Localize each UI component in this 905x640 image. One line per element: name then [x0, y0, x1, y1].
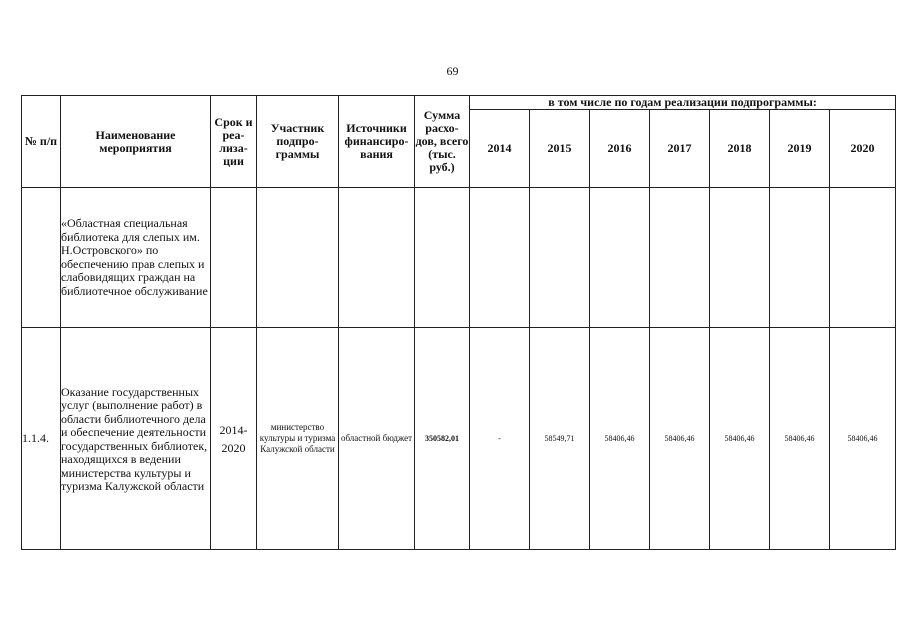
header-sum: Сумма расхо-дов, всего (тыс. руб.)	[415, 96, 470, 188]
row-value: -	[470, 328, 530, 550]
page-number: 69	[446, 64, 459, 78]
header-num: № п/п	[22, 96, 61, 188]
row-value: 58406,46	[830, 328, 896, 550]
header-row-top	[22, 96, 896, 110]
header-year: 2014	[470, 110, 530, 188]
row-value	[590, 188, 650, 328]
row-term: 2014-2020	[211, 328, 257, 550]
row-value	[470, 188, 530, 328]
header-name: Наименование мероприятия	[61, 96, 211, 188]
header-year: 2020	[830, 110, 896, 188]
table-row	[22, 188, 896, 328]
header-year: 2018	[710, 110, 770, 188]
header-year: 2019	[770, 110, 830, 188]
header-year: 2015	[530, 110, 590, 188]
row-value	[650, 188, 710, 328]
table-row	[22, 328, 896, 550]
row-value: 58406,46	[710, 328, 770, 550]
row-value: 58549,71	[530, 328, 590, 550]
row-value: 58406,46	[770, 328, 830, 550]
header-year: 2017	[650, 110, 710, 188]
row-value	[710, 188, 770, 328]
header-participant: Участник подпро-граммы	[257, 96, 339, 188]
header-years-group: в том числе по годам реализации подпрограммы:	[470, 96, 896, 110]
row-num: 1.1.4.	[22, 328, 61, 550]
row-name: «Областная специальная библиотека для слепых им. Н.Островского» по обеспечению прав слепых и слабовидящих граждан на библиотечное обслуживание	[61, 188, 211, 328]
program-table	[21, 95, 896, 550]
row-sum	[415, 188, 470, 328]
row-sum: 350582,01	[415, 328, 470, 550]
row-source	[339, 188, 415, 328]
row-value	[830, 188, 896, 328]
header-year: 2016	[590, 110, 650, 188]
row-num	[22, 188, 61, 328]
header-sources: Источники финансиро-вания	[339, 96, 415, 188]
row-value: 58406,46	[590, 328, 650, 550]
row-participant	[257, 188, 339, 328]
row-source: областной бюджет	[339, 328, 415, 550]
header-term: Срок и реа-лиза-ции	[211, 96, 257, 188]
row-participant: министерство культуры и туризма Калужской области	[257, 328, 339, 550]
row-name: Оказание государственных услуг (выполнение работ) в области библиотечного дела и обеспечение деятельности государственных библиотек, находящихся в ведении министерства культуры и туризма Калужской области	[61, 328, 211, 550]
row-value	[530, 188, 590, 328]
row-term	[211, 188, 257, 328]
row-value: 58406,46	[650, 328, 710, 550]
row-value	[770, 188, 830, 328]
